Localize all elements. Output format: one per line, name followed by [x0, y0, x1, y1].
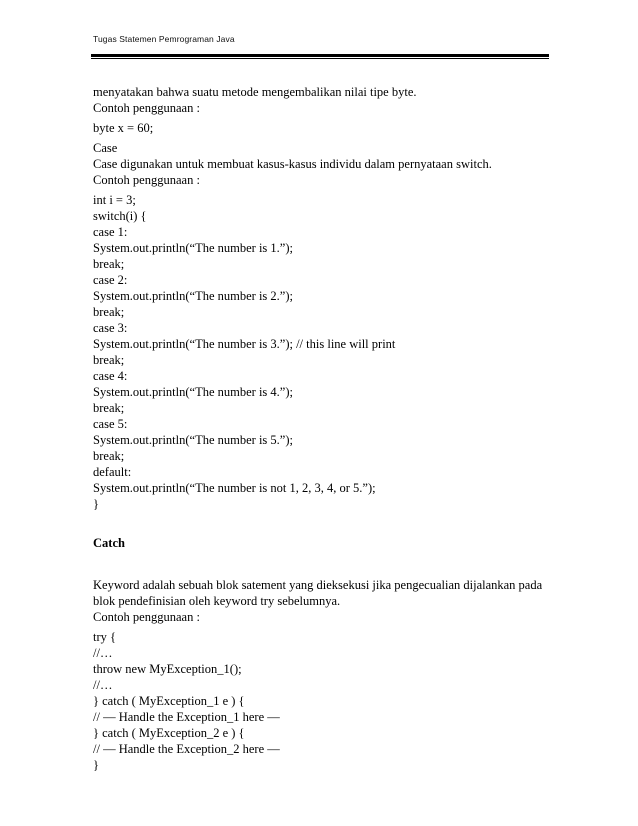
code-line: break; [93, 353, 125, 367]
code-block-switch [93, 192, 553, 512]
code-line: System.out.println(“The number is 2.”); [93, 289, 293, 303]
code-line: throw new MyException_1(); [93, 662, 242, 676]
header-rule-thin [91, 58, 549, 59]
code-line: System.out.println(“The number is 3.”); // this line will print [93, 337, 396, 351]
document-body [93, 84, 553, 773]
paragraph-line: Keyword adalah sebuah blok satement yang dieksekusi jika pengecualian dijalankan pada [93, 578, 543, 592]
code-line: System.out.println(“The number is 1.”); [93, 241, 293, 255]
code-line: System.out.println(“The number is 5.”); [93, 433, 293, 447]
code-line: } [93, 497, 99, 511]
code-block-try [93, 629, 553, 773]
paragraph-line: blok pendefinisian oleh keyword try sebelumnya. [93, 594, 341, 608]
code-line: } catch ( MyException_2 e ) { [93, 726, 245, 740]
paragraph-line: Contoh penggunaan : [93, 101, 200, 115]
code-line: int i = 3; [93, 193, 136, 207]
header-rule-thick [91, 54, 549, 57]
code-line: default: [93, 465, 132, 479]
code-line: //… [93, 678, 113, 692]
code-line: case 3: [93, 321, 128, 335]
page-header-title: Tugas Statemen Pemrograman Java [93, 34, 235, 44]
code-line: break; [93, 401, 125, 415]
code-line: } catch ( MyException_1 e ) { [93, 694, 245, 708]
code-line: case 5: [93, 417, 128, 431]
paragraph-line: menyatakan bahwa suatu metode mengembalikan nilai tipe byte. [93, 85, 417, 99]
paragraph-line: Contoh penggunaan : [93, 173, 200, 187]
paragraph-line: Contoh penggunaan : [93, 610, 200, 624]
code-line: // — Handle the Exception_1 here — [93, 710, 280, 724]
code-line: case 2: [93, 273, 128, 287]
paragraph-line: Case digunakan untuk membuat kasus-kasus individu dalam pernyataan switch. [93, 157, 492, 171]
code-line: System.out.println(“The number is not 1, 2, 3, 4, or 5.”); [93, 481, 376, 495]
section-title-case: Case [93, 141, 118, 155]
code-line: switch(i) { [93, 209, 147, 223]
code-line: // — Handle the Exception_2 here — [93, 742, 280, 756]
code-line: break; [93, 257, 125, 271]
section-heading-catch: Catch [93, 536, 125, 550]
code-line: break; [93, 449, 125, 463]
code-line: System.out.println(“The number is 4.”); [93, 385, 293, 399]
code-line: //… [93, 646, 113, 660]
code-line: case 4: [93, 369, 128, 383]
code-line: byte x = 60; [93, 121, 154, 135]
code-line: case 1: [93, 225, 128, 239]
code-line: break; [93, 305, 125, 319]
code-line: try { [93, 630, 117, 644]
code-line: } [93, 758, 99, 772]
